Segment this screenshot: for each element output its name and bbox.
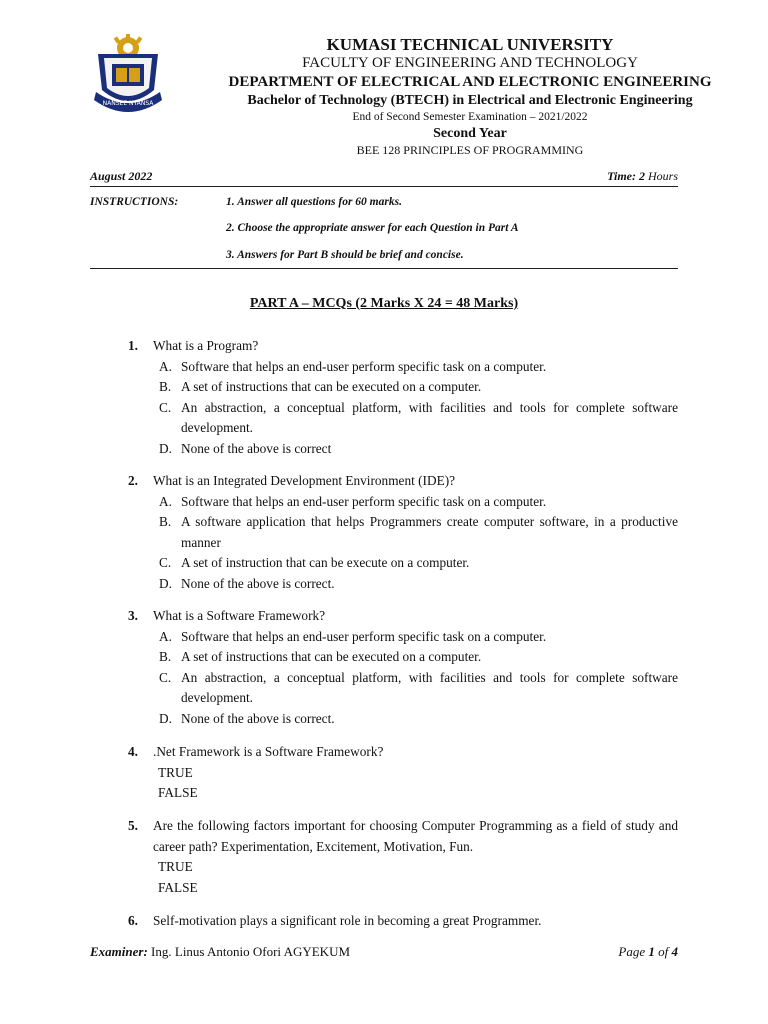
option-letter: B. [159, 649, 172, 664]
programme-name: Bachelor of Technology (BTECH) in Electrical and Electronic Engineering [247, 93, 693, 108]
examiner-name: Ing. Linus Antonio Ofori AGYEKUM [147, 944, 351, 959]
option-b [153, 377, 678, 398]
option-a [153, 627, 678, 648]
question-4 [90, 742, 678, 804]
instructions-label: INSTRUCTIONS: [90, 196, 179, 208]
option-c [153, 668, 678, 709]
question-number: 6. [128, 913, 138, 928]
question-text: .Net Framework is a Software Framework? [153, 744, 384, 759]
option-a [153, 492, 678, 513]
option-text: A set of instructions that can be executed on a computer. [181, 379, 482, 394]
answer-false: FALSE [158, 785, 198, 800]
department-name: DEPARTMENT OF ELECTRICAL AND ELECTRONIC ENGINEERING [228, 74, 712, 90]
option-letter: B. [159, 514, 172, 529]
question-number: 5. [128, 818, 138, 833]
option-text: Software that helps an end-user perform specific task on a computer. [181, 358, 547, 374]
option-d [153, 574, 678, 595]
exam-duration [90, 169, 678, 184]
question-text: What is a Software Framework? [153, 608, 326, 623]
question-text: Self-motivation plays a significant role in becoming a great Programmer. [153, 913, 542, 928]
option-letter: D. [159, 440, 172, 456]
option-text: None of the above is correct. [181, 575, 335, 591]
option-c [153, 398, 678, 439]
option-text: A software application that helps Programmers create computer software, in a productive manner [181, 514, 678, 550]
course-title: BEE 128 PRINCIPLES OF PROGRAMMING [356, 143, 584, 157]
question-number: 2. [128, 473, 138, 488]
option-text: None of the above is correct [181, 440, 332, 456]
year-label: Second Year [433, 126, 507, 141]
instruction-item: 1. Answer all questions for 60 marks. [226, 196, 402, 208]
page-indicator [618, 944, 678, 960]
question-text: What is an Integrated Development Environment (IDE)? [153, 473, 456, 488]
instruction-item: 2. Choose the appropriate answer for each Question in Part A [226, 222, 519, 234]
option-letter: A. [159, 358, 172, 374]
option-text: An abstraction, a conceptual platform, with facilities and tools for complete software development. [181, 399, 678, 435]
instruction-item: 3. Answers for Part B should be brief and concise. [226, 249, 464, 261]
page-word: Page [618, 944, 649, 959]
question-5 [90, 816, 678, 898]
page-footer [90, 944, 678, 960]
option-letter: D. [159, 575, 172, 591]
question-number: 4. [128, 744, 138, 759]
time-unit: Hours [647, 169, 678, 183]
option-letter: C. [159, 555, 172, 570]
divider [90, 268, 678, 269]
option-text: Software that helps an end-user perform specific task on a computer. [181, 628, 547, 644]
option-b [153, 647, 678, 668]
university-name: KUMASI TECHNICAL UNIVERSITY [326, 35, 614, 54]
option-letter: A. [159, 493, 172, 509]
option-d [153, 709, 678, 730]
university-crest-logo [88, 34, 168, 118]
option-text: A set of instruction that can be execute on a computer. [181, 555, 470, 570]
question-6 [90, 911, 678, 932]
option-b [153, 512, 678, 553]
question-text: Are the following factors important for choosing Computer Programming as a field of study and career path? Experimentation, Excitement, Motivation, Fun. [153, 818, 678, 854]
option-letter: C. [159, 399, 172, 415]
option-d [153, 439, 678, 460]
option-letter: C. [159, 669, 172, 685]
page-of: of [654, 944, 672, 959]
logo-motto: NANSEE NYANSA [102, 100, 154, 107]
option-letter: D. [159, 710, 172, 726]
time-label: Time: 2 [607, 169, 645, 183]
option-c [153, 553, 678, 574]
option-text: A set of instructions that can be executed on a computer. [181, 649, 482, 664]
option-letter: B. [159, 379, 172, 394]
question-2 [90, 471, 678, 594]
examiner-label: Examiner: [90, 944, 148, 959]
answer-true: TRUE [158, 764, 193, 780]
question-text: What is a Program? [153, 338, 259, 353]
page-current: 1 [648, 944, 655, 959]
option-a [153, 357, 678, 378]
question-number: 1. [128, 338, 138, 353]
option-text: None of the above is correct. [181, 710, 335, 726]
question-number: 3. [128, 608, 138, 623]
part-a-title: PART A – MCQs (2 Marks X 24 = 48 Marks) [249, 296, 519, 311]
option-text: An abstraction, a conceptual platform, with facilities and tools for complete software development. [181, 669, 678, 705]
exam-title: End of Second Semester Examination – 2021/2022 [352, 111, 588, 123]
option-text: Software that helps an end-user perform specific task on a computer. [181, 493, 547, 509]
answer-true: TRUE [158, 859, 193, 874]
page-total: 4 [671, 944, 678, 959]
answer-false: FALSE [158, 879, 198, 895]
question-1 [90, 336, 678, 459]
divider [90, 186, 678, 187]
option-letter: A. [159, 628, 172, 644]
exam-date: August 2022 [90, 169, 153, 183]
faculty-name: FACULTY OF ENGINEERING AND TECHNOLOGY [302, 55, 638, 71]
question-3 [90, 606, 678, 729]
